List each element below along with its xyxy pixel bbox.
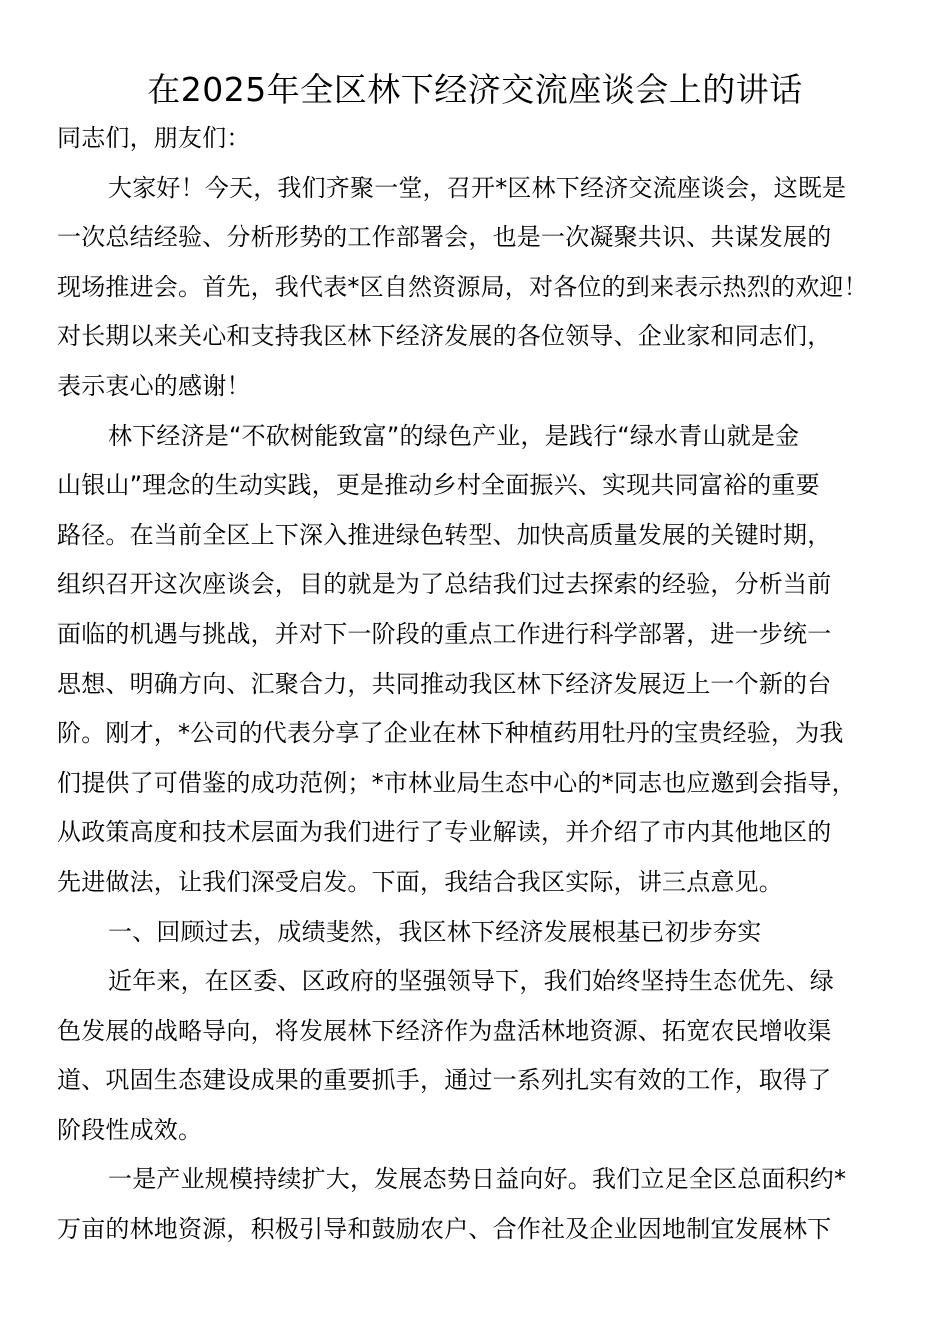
paragraph-line: 对长期以来关心和支持我区林下经济发展的各位领导、企业家和同志们， xyxy=(57,322,832,351)
paragraph-line: 一次总结经验、分析形势的工作部署会，也是一次凝聚共识、共谋发展的 xyxy=(57,223,832,252)
paragraph-line: 大家好！今天，我们齐聚一堂，召开*区林下经济交流座谈会，这既是 xyxy=(108,173,847,202)
paragraph-line: 近年来，在区委、区政府的坚强领导下，我们始终坚持生态优先、绿 xyxy=(108,967,834,996)
paragraph-line: 色发展的战略导向，将发展林下经济作为盘活林地资源、拓宽农民增收渠 xyxy=(57,1016,832,1045)
paragraph-line: 先进做法，让我们深受启发。下面，我结合我区实际，讲三点意见。 xyxy=(57,867,783,896)
paragraph-line: 道、巩固生态建设成果的重要抓手，通过一系列扎实有效的工作，取得了 xyxy=(57,1066,832,1095)
paragraph-line: 们提供了可借鉴的成功范例；*市林业局生态中心的*同志也应邀到会指导， xyxy=(57,768,856,797)
paragraph-line: 从政策高度和技术层面为我们进行了专业解读，并介绍了市内其他地区的 xyxy=(57,818,832,847)
paragraph-line: 组织召开这次座谈会，目的就是为了总结我们过去探索的经验，分析当前 xyxy=(57,570,832,599)
document-title: 在2025年全区林下经济交流座谈会上的讲话 xyxy=(147,70,803,109)
paragraph-line: 阶段性成效。 xyxy=(57,1115,203,1144)
paragraph-line: 山银山”理念的生动实践，更是推动乡村全面振兴、实现共同富裕的重要 xyxy=(57,471,820,500)
paragraph-line: 林下经济是“不砍树能致富”的绿色产业，是践行“绿水青山就是金 xyxy=(108,421,800,450)
paragraph-line: 阶。刚才，*公司的代表分享了企业在林下种植药用牡丹的宝贵经验，为我 xyxy=(57,719,844,748)
salutation-line: 同志们，朋友们： xyxy=(57,124,251,152)
paragraph-line: 一是产业规模持续扩大，发展态势日益向好。我们立足全区总面积约* xyxy=(108,1165,847,1194)
paragraph-line: 万亩的林地资源，积极引导和鼓励农户、合作社及企业因地制宜发展林下 xyxy=(57,1215,832,1244)
paragraph-line: 路径。在当前全区上下深入推进绿色转型、加快高质量发展的关键时期， xyxy=(57,520,832,549)
paragraph-line: 思想、明确方向、汇聚合力，共同推动我区林下经济发展迈上一个新的台 xyxy=(57,669,832,698)
paragraph-line: 表示衷心的感谢！ xyxy=(57,371,251,400)
section-heading: 一、回顾过去，成绩斐然，我区林下经济发展根基已初步夯实 xyxy=(108,917,762,946)
paragraph-line: 面临的机遇与挑战，并对下一阶段的重点工作进行科学部署，进一步统一 xyxy=(57,619,832,648)
paragraph-line: 现场推进会。首先，我代表*区自然资源局，对各位的到来表示热烈的欢迎！ xyxy=(57,272,868,301)
document-body xyxy=(57,114,902,1255)
